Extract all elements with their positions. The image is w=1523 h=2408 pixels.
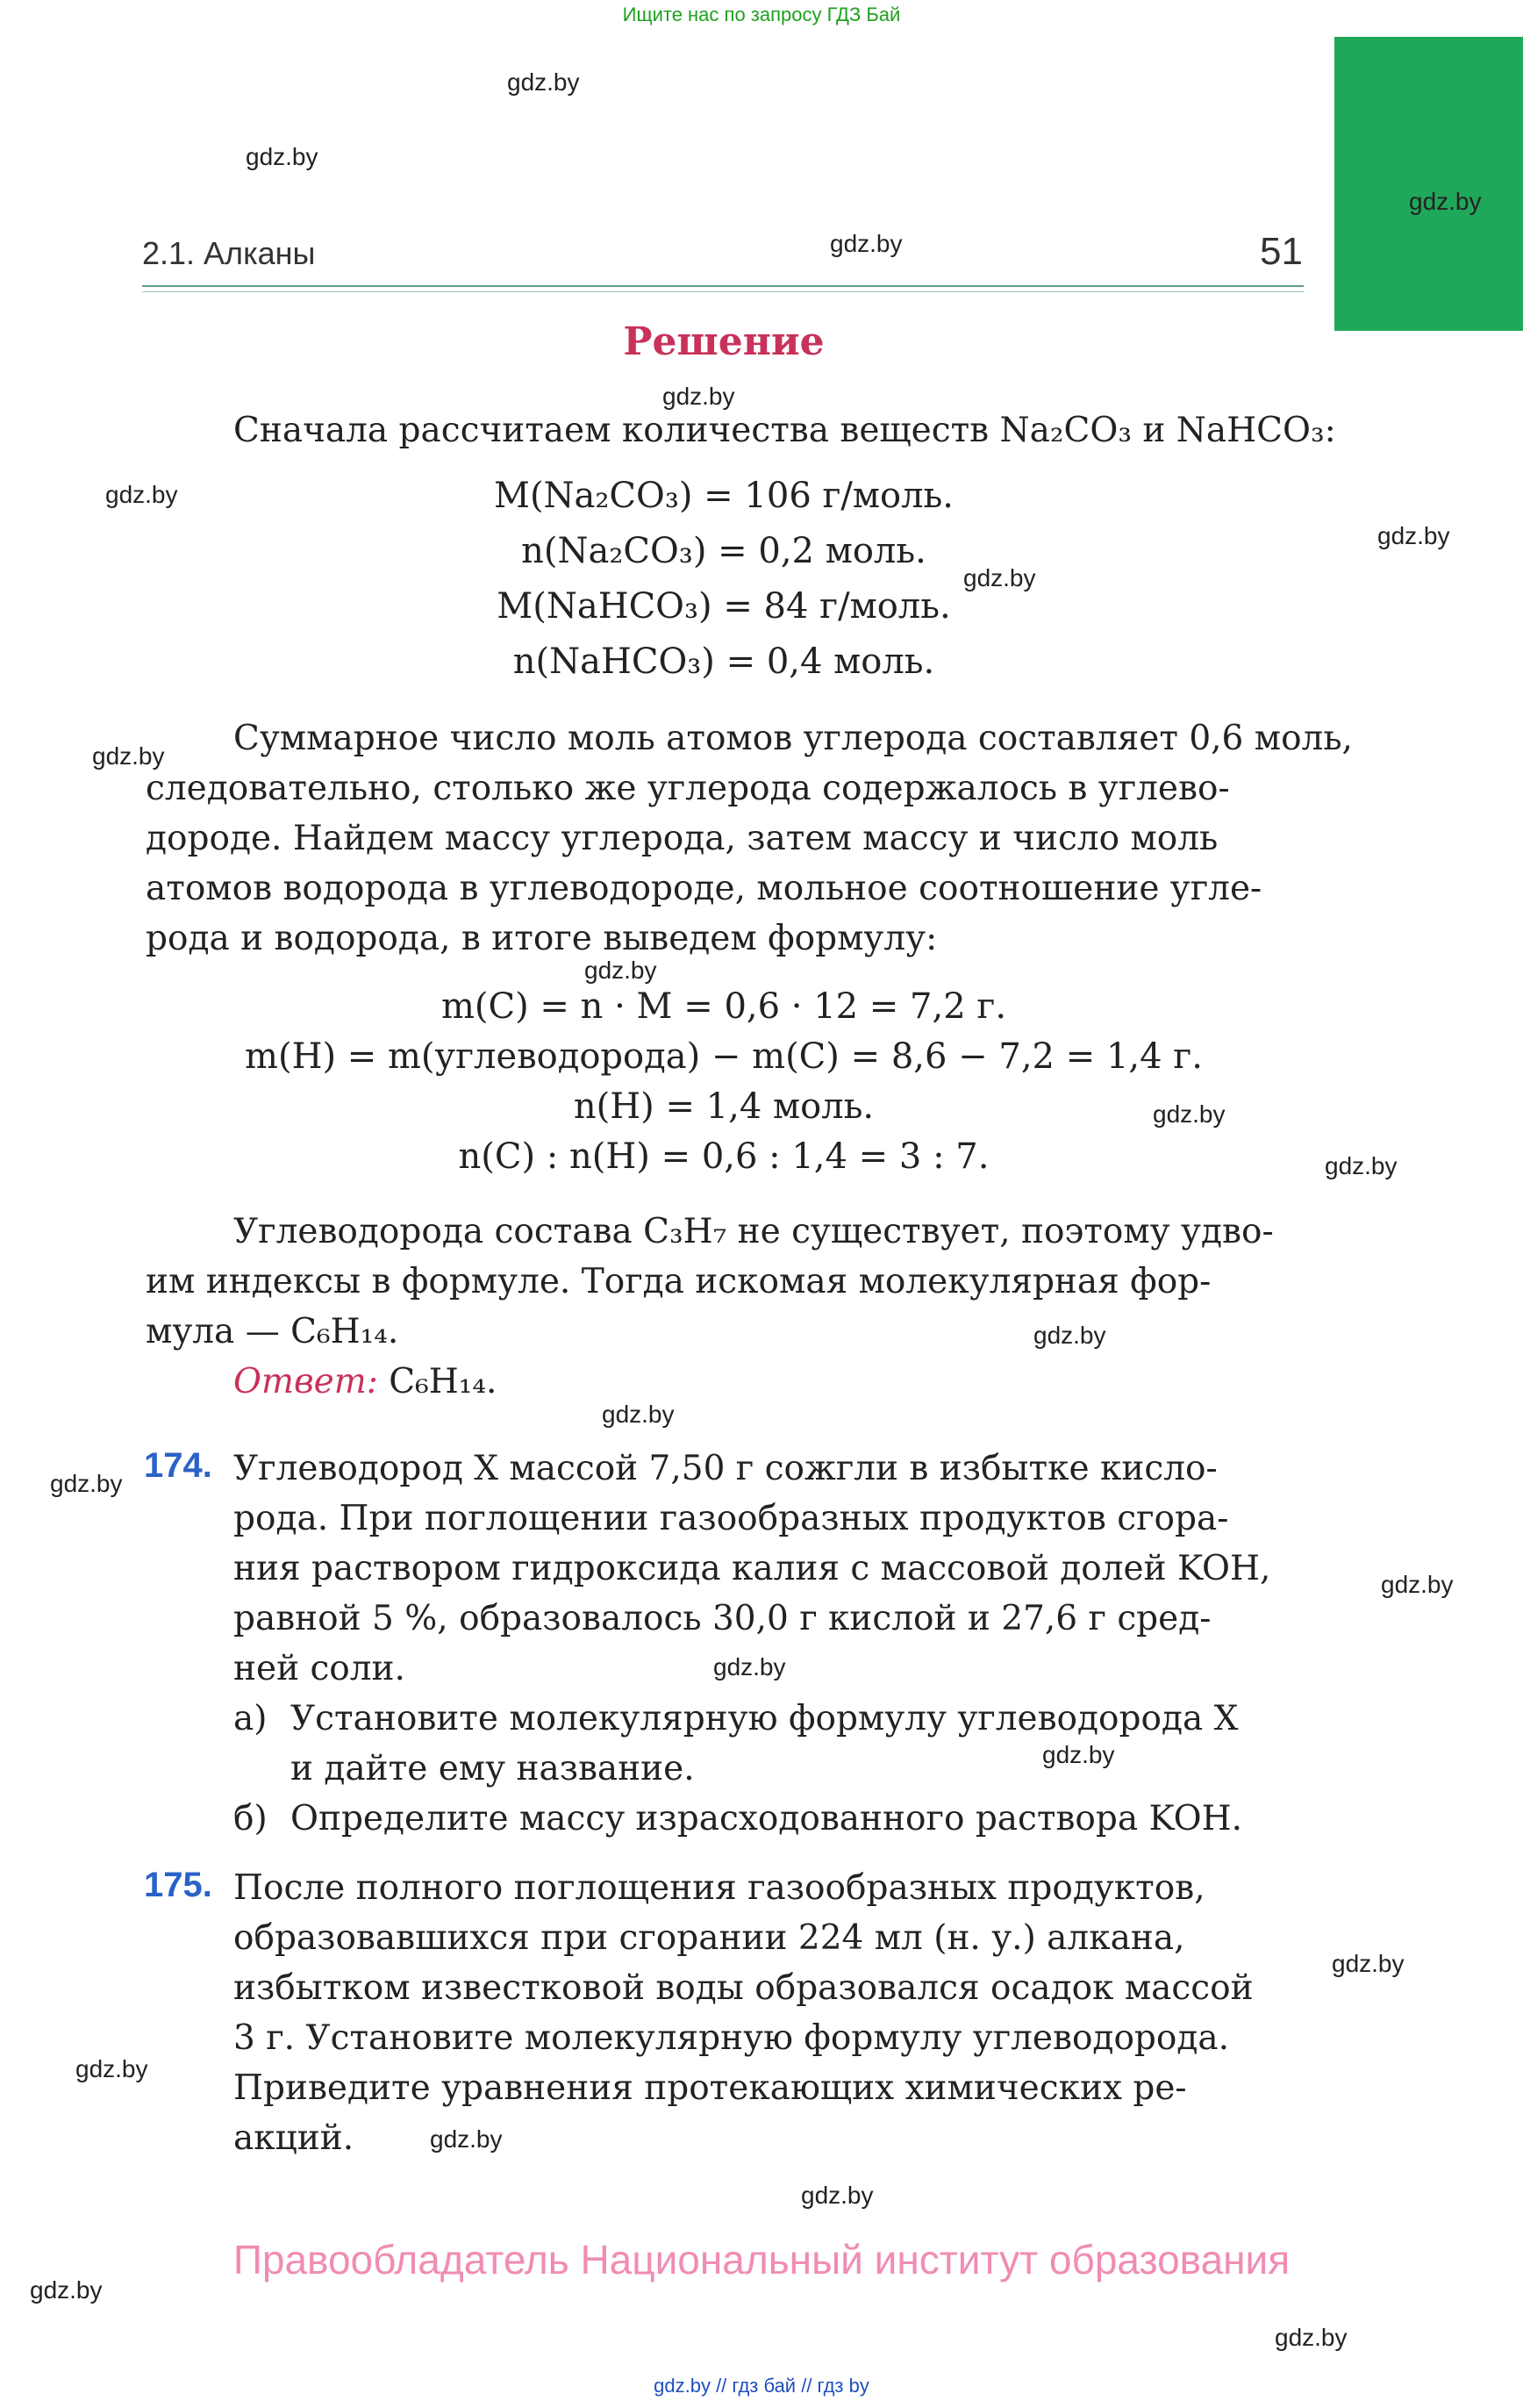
item-b-text: Определите массу израсходованного раствора KOH. (290, 1799, 1242, 1838)
watermark: gdz.by (1332, 1950, 1405, 1977)
watermark: gdz.by (830, 230, 903, 257)
watermark: gdz.by (1377, 522, 1450, 549)
intro-text: Сначала рассчитаем количества веществ Na₂CO₃ и NaHCO₃: (233, 411, 1336, 450)
problem-174-line: ней соли. (233, 1649, 405, 1688)
watermark: gdz.by (1381, 1571, 1454, 1598)
item-b-label: б) (233, 1799, 268, 1838)
watermark: gdz.by (801, 2182, 874, 2209)
watermark: gdz.by (92, 742, 165, 770)
watermark: gdz.by (584, 957, 657, 984)
bottom-links[interactable]: gdz.by // гдз бай // гдз by (654, 2375, 869, 2397)
item-a-line: и дайте ему название. (290, 1749, 695, 1788)
copyright-footer: Правообладатель Национальный институт образования (232, 2237, 1291, 2283)
watermark: gdz.by (75, 2055, 148, 2082)
top-banner: Ищите нас по запросу ГДЗ Бай (622, 4, 901, 25)
header-divider-thin (142, 291, 1304, 292)
watermark: gdz.by (1153, 1100, 1226, 1128)
paragraph-line: атомов водорода в углеводороде, мольное соотношение угле- (146, 869, 1262, 908)
problem-174-line: Углеводород X массой 7,50 г сожгли в избытке кисло- (233, 1449, 1218, 1488)
item-a-line: Установите молекулярную формулу углеводорода X (290, 1699, 1239, 1738)
equation: M(NaHCO₃) = 84 г/моль. (497, 586, 951, 627)
watermark: gdz.by (507, 68, 580, 96)
equation: M(Na₂CO₃) = 106 г/моль. (493, 476, 955, 516)
paragraph-line: мула — C₆H₁₄. (146, 1312, 399, 1351)
watermark: gdz.by (602, 1401, 675, 1428)
watermark: gdz.by (246, 143, 318, 170)
equation: m(H) = m(углеводорода) − m(C) = 8,6 − 7,2 = 1,4 г. (245, 1036, 1203, 1077)
problem-175-line: После полного поглощения газообразных продуктов, (233, 1868, 1205, 1908)
watermark: gdz.by (963, 564, 1036, 591)
problem-175-line: образовавшихся при сгорании 224 мл (н. у.) алкана, (233, 1918, 1185, 1958)
watermark: gdz.by (430, 2125, 503, 2153)
problem-174-line: ния раствором гидроксида калия с массовой долей KOH, (233, 1549, 1271, 1588)
equation: m(C) = n · M = 0,6 · 12 = 7,2 г. (440, 986, 1007, 1027)
problem-175-line: 3 г. Установите молекулярную формулу углеводорода. (233, 2018, 1230, 2058)
green-corner-tab (1334, 37, 1523, 331)
header-divider (142, 285, 1304, 287)
problem-174-line: рода. При поглощении газообразных продуктов сгора- (233, 1499, 1229, 1538)
paragraph-line: рода и водорода, в итоге выведем формулу: (146, 919, 938, 958)
problem-174-line: равной 5 %, образовалось 30,0 г кислой и 27,6 г сред- (233, 1599, 1212, 1638)
problem-175-line: избытком известковой воды образовался осадок массой (233, 1968, 1254, 2008)
watermark: gdz.by (30, 2276, 103, 2304)
paragraph-line: дороде. Найдем массу углерода, затем массу и число моль (146, 819, 1219, 858)
equation: n(NaHCO₃) = 0,4 моль. (512, 641, 935, 682)
equation: n(H) = 1,4 моль. (573, 1086, 875, 1127)
paragraph-line: Углеводорода состава C₃H₇ не существует, поэтому удво- (233, 1212, 1274, 1251)
solution-heading: Решение (623, 319, 825, 364)
equation: n(Na₂CO₃) = 0,2 моль. (521, 531, 926, 571)
paragraph-line: Суммарное число моль атомов углерода составляет 0,6 моль, (233, 719, 1353, 758)
problem-175-line: акций. (233, 2118, 354, 2158)
equation: n(C) : n(H) = 0,6 : 1,4 = 3 : 7. (458, 1136, 990, 1177)
answer-value: C₆H₁₄. (389, 1362, 497, 1401)
watermark: gdz.by (713, 1653, 786, 1681)
answer-label: Ответ: (233, 1362, 378, 1401)
answer (233, 1357, 497, 1407)
watermark: gdz.by (1409, 188, 1482, 215)
page-number: 51 (1260, 230, 1303, 273)
watermark: gdz.by (1042, 1741, 1115, 1768)
paragraph-line: следовательно, столько же углерода содержалось в углево- (146, 769, 1230, 808)
section-title: 2.1. Алканы (142, 235, 316, 271)
item-a-label: а) (233, 1699, 268, 1738)
watermark: gdz.by (1275, 2324, 1348, 2351)
watermark: gdz.by (662, 383, 735, 410)
problem-175-line: Приведите уравнения протекающих химических ре- (233, 2068, 1187, 2108)
watermark: gdz.by (50, 1470, 123, 1497)
problem-number-175: 175. (144, 1866, 212, 1904)
paragraph-line: им индексы в формуле. Тогда искомая молекулярная фор- (146, 1262, 1212, 1301)
problem-number-174: 174. (144, 1446, 212, 1485)
watermark: gdz.by (1033, 1322, 1106, 1349)
watermark: gdz.by (105, 481, 178, 508)
watermark: gdz.by (1325, 1152, 1398, 1179)
